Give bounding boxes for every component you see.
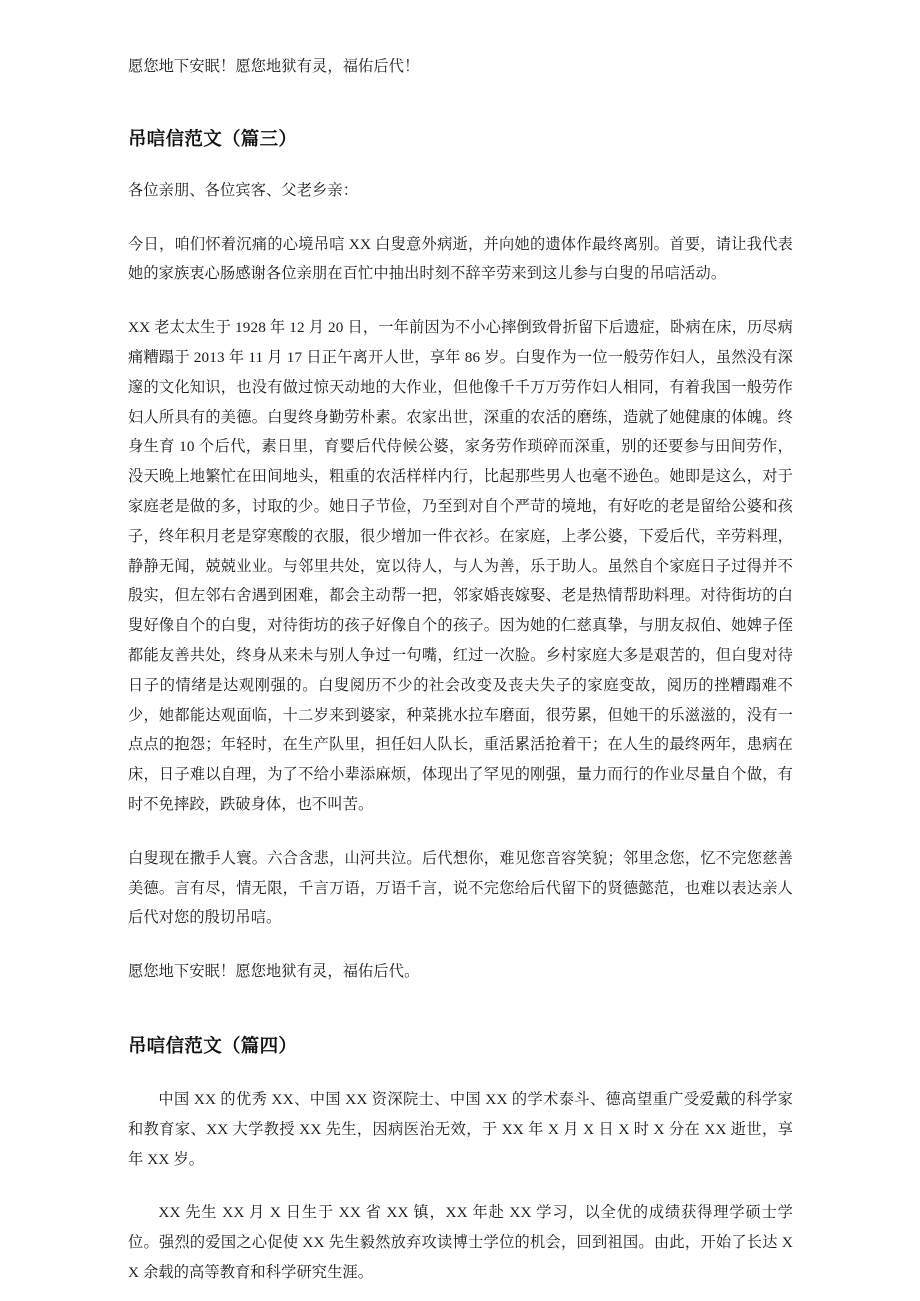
pian-si-paragraph-2: XX 先生 XX 月 X 日生于 XX 省 XX 镇，XX 年赴 XX 学习，以全优的成绩获得理学硕士学位。强烈的爱国之心促使 XX 先生毅然放弃攻读博士学位的机会，回到祖国。由此，开始了长达 XX 余载的高等教育和科学研究生涯。 [128,1204,793,1281]
section-heading-pian-si: 吊唁信范文（篇四） [128,1034,298,1056]
main-biography-paragraph: XX 老太太生于 1928 年 12 月 20 日，一年前因为不小心摔倒致骨折留下后遗症，卧病在床，历尽病痛糟蹋于 2013 年 11 月 17 日正午离开人世，享年 86 岁。白叟作为一位一般劳作妇人，虽然没有深邃的文化知识，也没有做过惊天动地的大作业，但他像千千万万劳作妇人相同，有着我国一般劳作妇人所具有的美德。白叟终身勤劳朴素。农家出世，深重的农活的磨练，造就了她健康的体魄。终身生育 10 个后代，素日里，育婴后代侍候公婆，家务劳作琐碎而深重，别的还要参与田间劳作，没天晚上地繁忙在田间地头，粗重的农活样样内行，比起那些男人也毫不逊色。她即是这么，对于家庭老是做的多，讨取的少。她日子节俭，乃至到对自个严苛的境地，有好吃的老是留给公婆和孩子，终年积月老是穿寒酸的衣服，很少增加一件衣衫。在家庭，上孝公婆，下爱后代，辛劳料理，静静无闻，兢兢业业。与邻里共处，宽以待人，与人为善，乐于助人。虽然自个家庭日子过得并不殷实，但左邻右舍遇到困难，都会主动帮一把，邻家婚丧嫁娶、老是热情帮助料理。对待街坊的白叟好像自个的白叟，对待街坊的孩子好像自个的孩子。因为她的仁慈真挚，与朋友叔伯、她婢子侄都能友善共处，终身从来未与别人争过一句嘴，红过一次脸。乡村家庭大多是艰苦的，但白叟对待日子的情绪是达观刚强的。白叟阅历不少的社会改变及丧夫失子的家庭变故，阅历的挫糟蹋难不少，她都能达观面临，十二岁来到婆家，种菜挑水拉车磨面，很劳累，但她干的乐滋滋的，没有一点点的抱怨；年轻时，在生产队里，担任妇人队长，重活累活抢着干；在人生的最终两年，患病在床，日子难以自理，为了不给小辈添麻烦，体现出了罕见的刚强，量力而行的作业尽量自个做，有时不免摔跤，跌破身体，也不叫苦。 [128,319,793,813]
eulogy-paragraph: 白叟现在撒手人寰。六合含悲，山河共泣。后代想你，难见您音容笑貌；邻里念您，忆不完您慈善美德。言有尽，情无限，千言万语，万语千言，说不完您给后代留下的贤德懿范，也难以表达亲人后代对您的殷切吊唁。 [128,849,793,927]
spacer [128,987,793,1033]
spacer [128,933,793,957]
spacer [128,152,793,176]
closing-line-top: 愿您地下安眠！愿您地狱有灵，福佑后代！ [128,58,420,75]
spacer [128,289,793,313]
document-content [128,52,793,1288]
salutation: 各位亲朋、各位宾客、父老乡亲： [128,181,359,199]
pian-si-paragraph-1: 中国 XX 的优秀 XX、中国 XX 资深院士、中国 XX 的学术泰斗、德高望重广受爱戴的科学家和教育家、XX 大学教授 XX 先生，因病医治无效，于 XX 年 X 月 X 日 X 时 X 分在 XX 逝世，享年 XX 岁。 [128,1090,793,1168]
spacer [128,82,793,126]
closing-line-bottom: 愿您地下安眠！愿您地狱有灵，福佑后代。 [128,963,420,981]
spacer [128,1059,793,1085]
spacer [128,1174,793,1198]
spacer [128,206,793,230]
opening-paragraph: 今日，咱们怀着沉痛的心境吊唁 XX 白叟意外病逝，并向她的遗体作最终离别。首要，请让我代表她的家族衷心肠感谢各位亲朋在百忙中抽出时刻不辞辛劳来到这儿参与白叟的吊唁活动。 [128,235,793,283]
spacer [128,820,793,844]
section-heading-pian-san: 吊唁信范文（篇三） [128,127,298,149]
